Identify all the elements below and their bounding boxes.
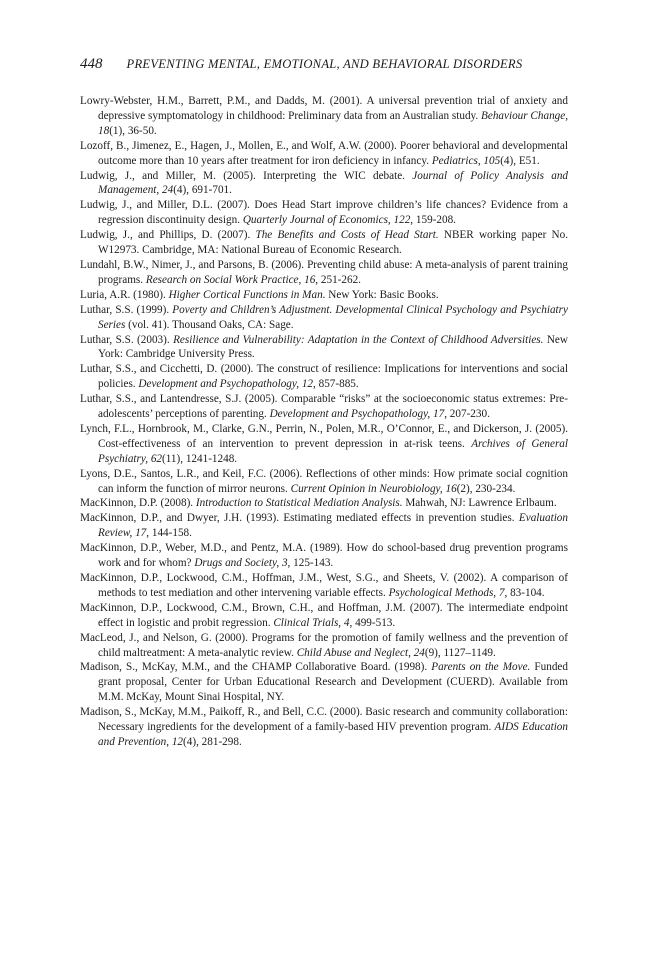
reference-source-title: Parents on the Move.	[431, 661, 531, 674]
reference-text: , 499-513.	[349, 616, 396, 629]
reference-entry	[80, 333, 568, 363]
reference-source-title: Research on Social Work Practice, 16	[145, 273, 316, 286]
reference-source-title: Poverty and Children’s Adjustment. Developmental Clinical Psychology and Psychiatry Series	[98, 303, 568, 331]
reference-text: (11), 1241-1248.	[162, 452, 238, 465]
reference-source-title: AIDS Education and Prevention, 12	[98, 721, 568, 748]
reference-text: NBER working paper No. W12973. Cambridge, MA: National Bureau of Economic Research.	[98, 229, 568, 257]
reference-text: Madison, S., McKay, M.M., Paikoff, R., and Bell, C.C. (2000). Basic research and community collaboration: Necessary ingredients for the development of a family-based HIV prevention program.	[80, 706, 568, 734]
reference-text: Lundahl, B.W., Nimer, J., and Parsons, B. (2006). Preventing child abuse: A meta-analysis of parent training programs.	[80, 258, 568, 286]
reference-source-title: Journal of Policy Analysis and Management, 24	[98, 169, 569, 197]
reference-entry	[80, 94, 568, 139]
reference-entry	[80, 169, 568, 199]
reference-text: Ludwig, J., and Miller, M. (2005). Interpreting the WIC debate.	[80, 169, 413, 182]
reference-source-title: Drugs and Society, 3	[194, 557, 288, 570]
reference-entry	[80, 198, 568, 228]
reference-source-title: Development and Psychopathology, 12	[138, 378, 314, 391]
reference-text: Luthar, S.S., and Lantendresse, S.J. (2005). Comparable “risks” at the socioeconomic status extremes: Pre-adolescents’ perceptions of parenting.	[80, 393, 568, 421]
reference-text: Luria, A.R. (1980).	[80, 288, 169, 301]
reference-source-title: Evaluation Review, 17	[98, 512, 568, 540]
reference-text: , 125-143.	[287, 557, 334, 570]
reference-entry	[80, 601, 568, 631]
reference-text: MacKinnon, D.P., Lockwood, C.M., Hoffman, J.M., West, S.G., and Sheets, V. (2002). A comparison of methods to test mediation and other intervening variable effects.	[80, 572, 568, 599]
reference-source-title: Resilience and Vulnerability: Adaptation in the Context of Childhood Adversities.	[173, 333, 544, 346]
reference-text: MacLeod, J., and Nelson, G. (2000). Programs for the promotion of family wellness and the prevention of child maltreatment: A meta-analytic review.	[80, 631, 568, 659]
reference-text: Funded grant proposal, Center for Urban Educational Research and Development (CUERD). Available from M.M. McKay, Mount Sinai Hospital, NY.	[98, 661, 568, 704]
reference-text: New York: Cambridge University Press.	[98, 333, 568, 361]
reference-text: (1), 36-50.	[109, 124, 157, 137]
reference-text: Madison, S., McKay, M.M., and the CHAMP Collaborative Board. (1998).	[80, 661, 432, 674]
reference-entry	[80, 660, 568, 705]
reference-source-title: Current Opinion in Neurobiology, 16	[290, 482, 457, 495]
reference-text: , 251-262.	[315, 273, 361, 286]
reference-text: Lozoff, B., Jimenez, E., Hagen, J., Mollen, E., and Wolf, A.W. (2000). Poorer behavioral and developmental outcome more than 10 years after treatment for iron deficiency in infancy.	[80, 139, 568, 167]
reference-text: Ludwig, J., and Miller, D.L. (2007). Does Head Start improve children’s life chances? Evidence from a regression discontinuity design.	[80, 199, 568, 227]
reference-text: Lowry-Webster, H.M., Barrett, P.M., and Dadds, M. (2001). A universal prevention trial of anxiety and depressive symptomatology in childhood: Preliminary data from an Australian study.	[80, 95, 568, 122]
reference-text: MacKinnon, D.P. (2008).	[80, 497, 196, 510]
reference-text: (4), 281-298.	[183, 735, 242, 748]
reference-entry	[80, 705, 568, 750]
reference-source-title: The Benefits and Costs of Head Start.	[255, 229, 439, 242]
reference-source-title: Archives of General Psychiatry, 62	[98, 437, 569, 465]
reference-entry	[80, 288, 568, 303]
reference-text: Ludwig, J., and Phillips, D. (2007).	[80, 229, 256, 242]
reference-source-title: Introduction to Statistical Mediation Analysis.	[195, 497, 403, 510]
reference-entry	[80, 631, 568, 661]
reference-text: , 83-104.	[504, 586, 545, 599]
reference-list	[80, 94, 568, 750]
reference-entry	[80, 362, 568, 392]
reference-text: MacKinnon, D.P., and Dwyer, J.H. (1993). Estimating mediated effects in prevention studies.	[80, 512, 519, 525]
reference-source-title: Quarterly Journal of Economics, 122	[242, 214, 411, 227]
reference-text: Lyons, D.E., Santos, L.R., and Keil, F.C. (2006). Reflections of other minds: How primate social cognition can inform the function of mirror neurons.	[80, 467, 568, 495]
reference-entry	[80, 541, 568, 571]
reference-entry	[80, 571, 568, 601]
reference-entry	[80, 422, 568, 467]
reference-text: , 207-230.	[444, 408, 490, 421]
reference-text: Lynch, F.L., Hornbrook, M., Clarke, G.N., Perrin, N., Polen, M.R., O’Connor, E., and Dickerson, J. (2005). Cost-effectiveness of an intervention to prevent depression in at-risk teens.	[80, 422, 568, 450]
reference-text: , 159-208.	[410, 214, 456, 227]
reference-text: MacKinnon, D.P., Lockwood, C.M., Brown, C.H., and Hoffman, J.M. (2007). The intermediate endpoint effect in logistic and probit regression.	[80, 601, 568, 629]
reference-entry	[80, 467, 568, 497]
reference-text: MacKinnon, D.P., Weber, M.D., and Pentz, M.A. (1989). How do school-based drug prevention programs work and for whom?	[80, 542, 568, 570]
page-number: 448	[80, 56, 103, 72]
reference-entry	[80, 303, 568, 333]
reference-text: (2), 230-234.	[456, 482, 516, 495]
reference-text: New York: Basic Books.	[325, 288, 439, 301]
reference-source-title: Psychological Methods, 7	[388, 586, 505, 599]
running-title: PREVENTING MENTAL, EMOTIONAL, AND BEHAVIORAL DISORDERS	[126, 57, 523, 71]
reference-entry	[80, 392, 568, 422]
reference-entry	[80, 496, 568, 511]
reference-source-title: Child Abuse and Neglect, 24	[296, 646, 425, 659]
reference-entry	[80, 228, 568, 258]
reference-text: (4), 691-701.	[173, 184, 232, 197]
reference-text: (vol. 41). Thousand Oaks, CA: Sage.	[125, 318, 294, 331]
reference-text: , 144-158.	[146, 527, 192, 540]
reference-text: Luthar, S.S., and Cicchetti, D. (2000). The construct of resilience: Implications for interventions and social policies.	[80, 363, 568, 391]
reference-text: , 857-885.	[313, 378, 359, 391]
reference-source-title: Development and Psychopathology, 17	[269, 408, 445, 421]
running-head	[80, 56, 568, 76]
reference-text: Luthar, S.S. (1999).	[80, 303, 173, 316]
reference-text: (4), E51.	[500, 154, 540, 167]
reference-source-title: Pediatrics, 105	[431, 154, 501, 167]
reference-source-title: Behaviour Change, 18	[98, 109, 569, 137]
reference-source-title: Higher Cortical Functions in Man.	[168, 288, 326, 301]
reference-source-title: Clinical Trials, 4	[273, 616, 350, 629]
reference-entry	[80, 511, 568, 541]
reference-entry	[80, 139, 568, 169]
reference-text: Mahwah, NJ: Lawrence Erlbaum.	[402, 497, 557, 510]
reference-entry	[80, 258, 568, 288]
reference-text: (9), 1127–1149.	[424, 646, 496, 659]
reference-text: Luthar, S.S. (2003).	[80, 333, 174, 346]
